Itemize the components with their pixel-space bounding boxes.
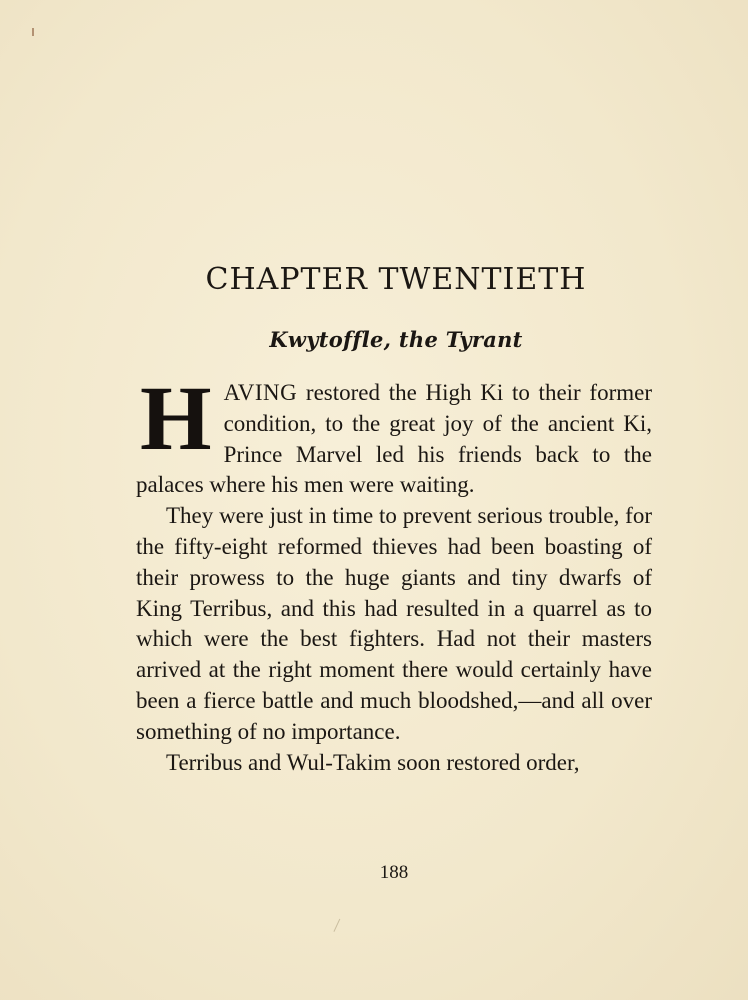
paragraph-1 — [136, 367, 652, 501]
chapter-subtitle: Kwytoffle, the Tyrant — [269, 327, 523, 352]
lead-caps: AVING — [223, 380, 298, 405]
paragraph-3: Terribus and Wul-Takim soon restored order, — [166, 749, 580, 775]
drop-cap: H — [140, 367, 212, 469]
page-number: 188 — [379, 862, 409, 883]
edge-mark — [32, 28, 34, 36]
body-text — [136, 367, 652, 778]
chapter-title: CHAPTER TWENTIETH — [205, 262, 587, 297]
paragraph-1-text: restored the High Ki to their former condition, to the great joy of the ancient Ki, Prince Marvel led his friends back to the palaces where his men were waiting. — [136, 380, 652, 498]
stray-mark — [333, 919, 347, 935]
paragraph-2: They were just in time to prevent serious trouble, for the fifty-eight reformed thieves had been boasting of their prowess to the huge giants and tiny dwarfs of King Terribus, and this had resulted in a quarrel as to which were the best fighters. Had not their masters arrived at the right moment there would certainly have been a fierce battle and much bloodshed,—and all over something of no importance. — [136, 503, 652, 744]
